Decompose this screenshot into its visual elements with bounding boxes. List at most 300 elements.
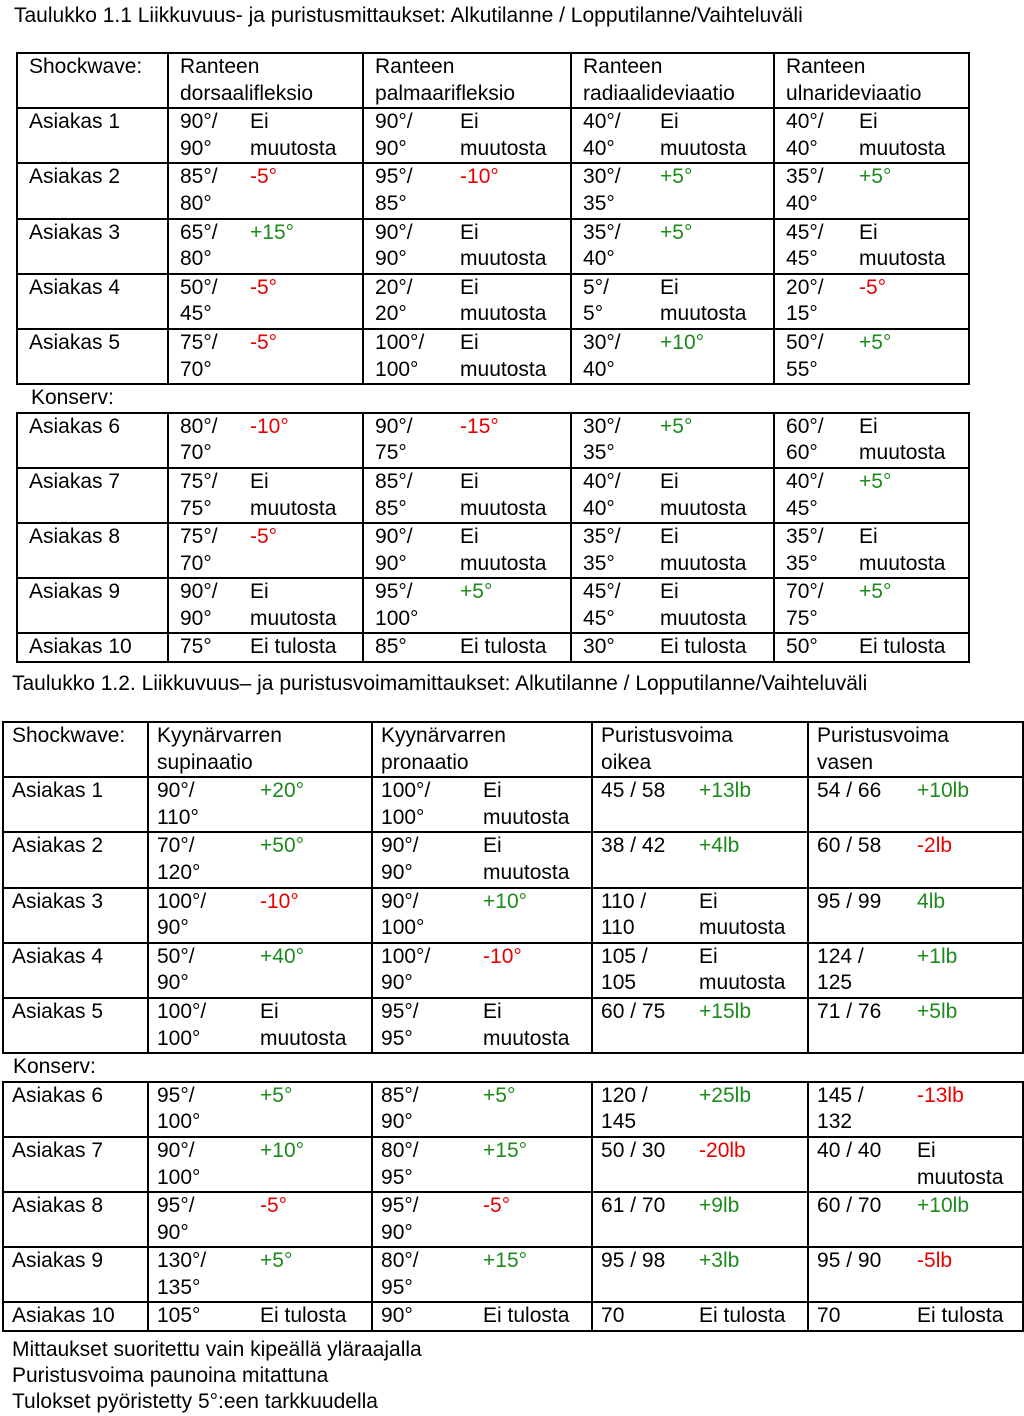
cell-line: 54 / 66 (817, 779, 882, 803)
cell-line: 100° (157, 1110, 201, 1134)
cell-line: radiaalideviaatio (583, 81, 735, 105)
measure-value (808, 777, 909, 832)
column-header (372, 722, 592, 777)
cell-line: 35° (583, 191, 615, 215)
cell-line: 75° (375, 441, 407, 465)
change-value (475, 832, 592, 887)
table-row (17, 163, 969, 218)
cell-line: 90°/ (180, 580, 218, 604)
change-value (848, 413, 969, 468)
row-label: Asiakas 9 (3, 1247, 148, 1302)
measure-value (774, 329, 848, 384)
cell-line: muutosta (250, 136, 337, 160)
cell-line: 70°/ (786, 580, 824, 604)
measure-value (571, 468, 649, 523)
cell-line: 90° (180, 136, 212, 160)
measure-value (372, 1082, 475, 1137)
change-value (649, 219, 774, 274)
change-value (449, 329, 571, 384)
measure-value (168, 219, 239, 274)
change-value (691, 832, 808, 887)
cell-line: 40°/ (583, 469, 621, 493)
cell-line: 60°/ (786, 414, 824, 438)
change-value (475, 777, 592, 832)
measure-value (148, 998, 252, 1053)
cell-line: +1lb (917, 944, 958, 968)
cell-line: 90° (157, 1220, 189, 1244)
measure-value (571, 329, 649, 384)
change-value (649, 413, 774, 468)
cell-line: 30° (583, 635, 615, 659)
change-value (909, 777, 1023, 832)
cell-line: muutosta (460, 357, 547, 381)
cell-line: +5° (660, 165, 693, 189)
measure-value (168, 108, 239, 163)
change-value (239, 108, 363, 163)
cell-line: muutosta (660, 551, 747, 575)
measure-value (592, 1192, 691, 1247)
measure-value (592, 1302, 691, 1331)
change-value (239, 468, 363, 523)
measure-value (372, 777, 475, 832)
cell-line: 90°/ (381, 889, 419, 913)
cell-line: 45° (786, 496, 818, 520)
measure-value (148, 1082, 252, 1137)
change-value (649, 329, 774, 384)
cell-line: +3lb (699, 1249, 740, 1273)
table2 (2, 721, 1024, 1332)
cell-line: palmaarifleksio (375, 81, 516, 105)
cell-line: 130°/ (157, 1249, 207, 1273)
cell-line: supinaatio (157, 750, 253, 774)
cell-line: 50°/ (180, 275, 218, 299)
cell-line: muutosta (660, 136, 747, 160)
cell-line: 45° (786, 247, 818, 271)
cell-line: +5° (260, 1249, 293, 1273)
cell-line: 95° (381, 1026, 413, 1050)
change-value (475, 1192, 592, 1247)
change-value (449, 108, 571, 163)
column-header (774, 53, 969, 108)
cell-line: +15° (483, 1138, 528, 1162)
measure-value (148, 1192, 252, 1247)
change-value (252, 1082, 372, 1137)
cell-line: 100° (157, 1165, 201, 1189)
group-label: Konserv: (13, 1055, 96, 1079)
table-row (3, 1247, 1023, 1302)
change-value (252, 1137, 372, 1192)
row-label: Asiakas 1 (17, 108, 168, 163)
row-label: Asiakas 7 (3, 1137, 148, 1192)
change-value (691, 998, 808, 1053)
cell-line: 105° (157, 1304, 201, 1328)
cell-line: +15° (483, 1249, 528, 1273)
cell-line: +40° (260, 944, 305, 968)
measure-value (363, 108, 449, 163)
change-value (848, 108, 969, 163)
table-row (3, 943, 1023, 998)
cell-line: 55° (786, 357, 818, 381)
table-row (17, 413, 969, 468)
cell-line: 105 (601, 971, 637, 995)
cell-line: Ei (917, 1138, 936, 1162)
table-row (17, 578, 969, 633)
change-value (449, 274, 571, 329)
table-row (3, 777, 1023, 832)
cell-line: Ranteen (786, 55, 866, 78)
cell-line: 40 / 40 (817, 1138, 882, 1162)
cell-line: 80°/ (381, 1138, 419, 1162)
change-value (239, 219, 363, 274)
cell-line: Puristusvoima (817, 724, 949, 747)
cell-line: 85°/ (180, 165, 218, 189)
change-value (848, 219, 969, 274)
measure-value (372, 998, 475, 1053)
change-value (848, 274, 969, 329)
cell-line: Ei (460, 220, 479, 244)
cell-line: 110 (601, 916, 635, 940)
cell-line: 15° (786, 302, 818, 326)
measure-value (372, 888, 475, 943)
measure-value (363, 523, 449, 578)
change-value (252, 1192, 372, 1247)
change-value (848, 468, 969, 523)
measure-value (372, 943, 475, 998)
measure-value (148, 1247, 252, 1302)
cell-line: 90°/ (375, 220, 413, 244)
cell-line: muutosta (699, 971, 786, 995)
cell-line: Ei tulosta (660, 635, 747, 659)
note-line: Puristusvoima paunoina mitattuna (12, 1364, 329, 1387)
change-value (649, 468, 774, 523)
cell-line: 70°/ (157, 834, 195, 858)
cell-line: 30°/ (583, 165, 621, 189)
cell-line: 40°/ (786, 110, 824, 134)
measure-value (592, 1082, 691, 1137)
cell-line: Ranteen (583, 55, 663, 78)
column-header (168, 53, 363, 108)
cell-line: -5° (250, 165, 278, 189)
change-value (691, 1192, 808, 1247)
measure-value (363, 219, 449, 274)
cell-line: +10° (483, 889, 528, 913)
measure-value (571, 219, 649, 274)
measure-value (168, 413, 239, 468)
column-header (571, 53, 774, 108)
change-value (449, 578, 571, 633)
change-value (691, 888, 808, 943)
measure-value (774, 633, 848, 662)
measure-value (363, 633, 449, 662)
measure-value (592, 777, 691, 832)
cell-line: 20°/ (375, 275, 413, 299)
table-row (17, 274, 969, 329)
note-line: Mittaukset suoritettu vain kipeällä yläraajalla (12, 1338, 422, 1361)
cell-line: Shockwave: (29, 55, 143, 78)
cell-line: 70° (180, 441, 212, 465)
cell-line: Ei tulosta (250, 635, 337, 659)
cell-line: 75° (786, 606, 818, 630)
cell-line: Ei tulosta (460, 635, 547, 659)
cell-line: 95°/ (157, 1083, 195, 1107)
cell-line: 124 / (817, 944, 864, 968)
cell-line: 85°/ (375, 469, 413, 493)
change-value (909, 1082, 1023, 1137)
cell-line: muutosta (917, 1165, 1004, 1189)
group-label: Konserv: (31, 386, 114, 410)
cell-line: Ei (260, 999, 279, 1023)
cell-line: Ei (660, 110, 679, 134)
cell-line: -15° (460, 414, 499, 438)
header-row (17, 53, 969, 108)
measure-value (774, 219, 848, 274)
cell-line: 95° (381, 1165, 413, 1189)
cell-line: 95°/ (375, 580, 413, 604)
cell-line: 90° (375, 247, 407, 271)
cell-line: +5° (460, 580, 493, 604)
cell-line: 45° (180, 302, 212, 326)
cell-line: Ei (460, 330, 479, 354)
cell-line: 85° (375, 635, 407, 659)
measure-value (363, 329, 449, 384)
cell-line: 95°/ (157, 1194, 195, 1218)
cell-line: muutosta (660, 496, 747, 520)
measure-value (808, 1247, 909, 1302)
cell-line: Ranteen (180, 55, 260, 78)
change-value (252, 1302, 372, 1331)
cell-line: muutosta (859, 136, 946, 160)
table1-caption: Taulukko 1.1 Liikkuvuus- ja puristusmittaukset: Alkutilanne / Lopputilanne/Vaihteluväli (14, 4, 803, 27)
cell-line: +5° (859, 580, 892, 604)
cell-line: +5° (660, 220, 693, 244)
change-value (475, 943, 592, 998)
cell-line: 40° (583, 136, 615, 160)
cell-line: muutosta (460, 136, 547, 160)
measure-value (148, 1302, 252, 1331)
cell-line: 80°/ (381, 1249, 419, 1273)
row-label: Asiakas 8 (17, 523, 168, 578)
cell-line: Ei (660, 525, 679, 549)
change-value (848, 578, 969, 633)
cell-line: 95° (381, 1275, 413, 1299)
change-value (252, 777, 372, 832)
cell-line: muutosta (859, 441, 946, 465)
cell-line: Ei tulosta (859, 635, 946, 659)
measure-value (808, 1302, 909, 1331)
row-label: Asiakas 5 (3, 998, 148, 1053)
change-value (475, 888, 592, 943)
cell-line: 100° (157, 1026, 201, 1050)
table-row (3, 1082, 1023, 1137)
change-value (909, 943, 1023, 998)
cell-line: 30°/ (583, 330, 621, 354)
row-label: Asiakas 4 (3, 943, 148, 998)
table-row (3, 1137, 1023, 1192)
header-row (3, 722, 1023, 777)
cell-line: 90° (381, 860, 413, 884)
cell-line: 100° (375, 606, 419, 630)
cell-line: +10° (260, 1138, 305, 1162)
row-label: Asiakas 8 (3, 1192, 148, 1247)
cell-line: 132 (817, 1110, 853, 1134)
cell-line: 110 / (601, 889, 647, 913)
measure-value (808, 1137, 909, 1192)
cell-line: 90° (381, 1110, 413, 1134)
row-label: Asiakas 2 (17, 163, 168, 218)
cell-line: +5° (660, 414, 693, 438)
row-label: Asiakas 4 (17, 274, 168, 329)
change-value (848, 523, 969, 578)
note-line: Tulokset pyöristetty 5°:een tarkkuudella (12, 1390, 378, 1413)
change-value (239, 329, 363, 384)
change-value (449, 633, 571, 662)
row-label: Asiakas 6 (3, 1082, 148, 1137)
table-row (17, 329, 969, 384)
cell-line: oikea (601, 750, 652, 774)
measure-value (148, 943, 252, 998)
change-value (449, 523, 571, 578)
measure-value (372, 832, 475, 887)
cell-line: 45° (583, 606, 615, 630)
table1 (16, 52, 970, 663)
cell-line: 90°/ (180, 110, 218, 134)
cell-line: Puristusvoima (601, 724, 733, 747)
measure-value (148, 777, 252, 832)
cell-line: muutosta (460, 302, 547, 326)
cell-line: 20° (375, 302, 407, 326)
corner-label (3, 722, 148, 777)
cell-line: Ei (859, 414, 878, 438)
change-value (239, 274, 363, 329)
row-label: Asiakas 7 (17, 468, 168, 523)
change-value (239, 163, 363, 218)
measure-value (592, 1247, 691, 1302)
cell-line: 40° (786, 191, 818, 215)
cell-line: 100°/ (157, 999, 207, 1023)
change-value (848, 163, 969, 218)
cell-line: 50° (786, 635, 818, 659)
measure-value (808, 943, 909, 998)
cell-line: 90° (180, 606, 212, 630)
cell-line: muutosta (483, 1026, 570, 1050)
change-value (239, 633, 363, 662)
cell-line: 95 / 98 (601, 1249, 666, 1273)
cell-line: muutosta (859, 551, 946, 575)
cell-line: 5° (583, 302, 604, 326)
column-header (592, 722, 808, 777)
cell-line: 40°/ (583, 110, 621, 134)
cell-line: 35°/ (583, 525, 621, 549)
cell-line: Ei (250, 110, 269, 134)
table-row (3, 998, 1023, 1053)
measure-value (592, 1137, 691, 1192)
change-value (691, 943, 808, 998)
cell-line: -5° (250, 275, 278, 299)
table-row (3, 1302, 1023, 1331)
measure-value (168, 163, 239, 218)
measure-value (372, 1247, 475, 1302)
change-value (449, 468, 571, 523)
cell-line: 60 / 58 (817, 834, 882, 858)
cell-line: Ei (660, 275, 679, 299)
cell-line: Ei (699, 944, 718, 968)
table2-caption: Taulukko 1.2. Liikkuvuus– ja puristusvoimamittaukset: Alkutilanne / Lopputilanne/Vaihteluväli (12, 672, 868, 695)
cell-line: +5° (483, 1083, 516, 1107)
cell-line: 100° (381, 916, 425, 940)
cell-line: 75°/ (180, 525, 218, 549)
change-value (475, 1082, 592, 1137)
cell-line: 50°/ (786, 330, 824, 354)
cell-line: 100°/ (157, 889, 207, 913)
cell-line: 90° (375, 551, 407, 575)
measure-value (372, 1192, 475, 1247)
cell-line: 125 (817, 971, 853, 995)
cell-line: 85° (375, 496, 407, 520)
cell-line: 60° (786, 441, 818, 465)
cell-line: muutosta (460, 247, 547, 271)
cell-line: 100° (381, 805, 425, 829)
change-value (848, 633, 969, 662)
change-value (649, 163, 774, 218)
cell-line: muutosta (483, 805, 570, 829)
cell-line: muutosta (460, 551, 547, 575)
cell-line: muutosta (460, 496, 547, 520)
row-label: Asiakas 2 (3, 832, 148, 887)
cell-line: 90°/ (375, 525, 413, 549)
measure-value (148, 832, 252, 887)
measure-value (363, 468, 449, 523)
cell-line: +15lb (699, 999, 751, 1023)
change-value (691, 1302, 808, 1331)
change-value (909, 998, 1023, 1053)
measure-value (808, 1192, 909, 1247)
cell-line: 80° (180, 191, 212, 215)
change-value (649, 523, 774, 578)
change-value (691, 1247, 808, 1302)
cell-line: 70 (817, 1304, 841, 1328)
cell-line: 40° (786, 136, 818, 160)
change-value (649, 274, 774, 329)
cell-line: Ei tulosta (917, 1304, 1004, 1328)
table-row (3, 888, 1023, 943)
measure-value (774, 163, 848, 218)
cell-line: 95°/ (381, 1194, 419, 1218)
cell-line: -5° (483, 1194, 511, 1218)
cell-line: vasen (817, 750, 874, 774)
measure-value (808, 888, 909, 943)
cell-line: 135° (157, 1275, 201, 1299)
cell-line: 80°/ (180, 414, 218, 438)
cell-line: 60 / 70 (817, 1194, 882, 1218)
cell-line: 100°/ (381, 779, 431, 803)
cell-line: muutosta (483, 860, 570, 884)
cell-line: 5°/ (583, 275, 609, 299)
change-value (691, 1137, 808, 1192)
cell-line: 75° (180, 635, 212, 659)
table-row (17, 468, 969, 523)
cell-line: 90°/ (375, 414, 413, 438)
measure-value (363, 274, 449, 329)
notes (12, 1337, 422, 1415)
table-row (17, 523, 969, 578)
cell-line: Ei (660, 469, 679, 493)
cell-line: Ei (483, 834, 502, 858)
cell-line: Ei (859, 525, 878, 549)
change-value (252, 888, 372, 943)
cell-line: 90° (381, 1220, 413, 1244)
table-row (17, 219, 969, 274)
measure-value (808, 832, 909, 887)
